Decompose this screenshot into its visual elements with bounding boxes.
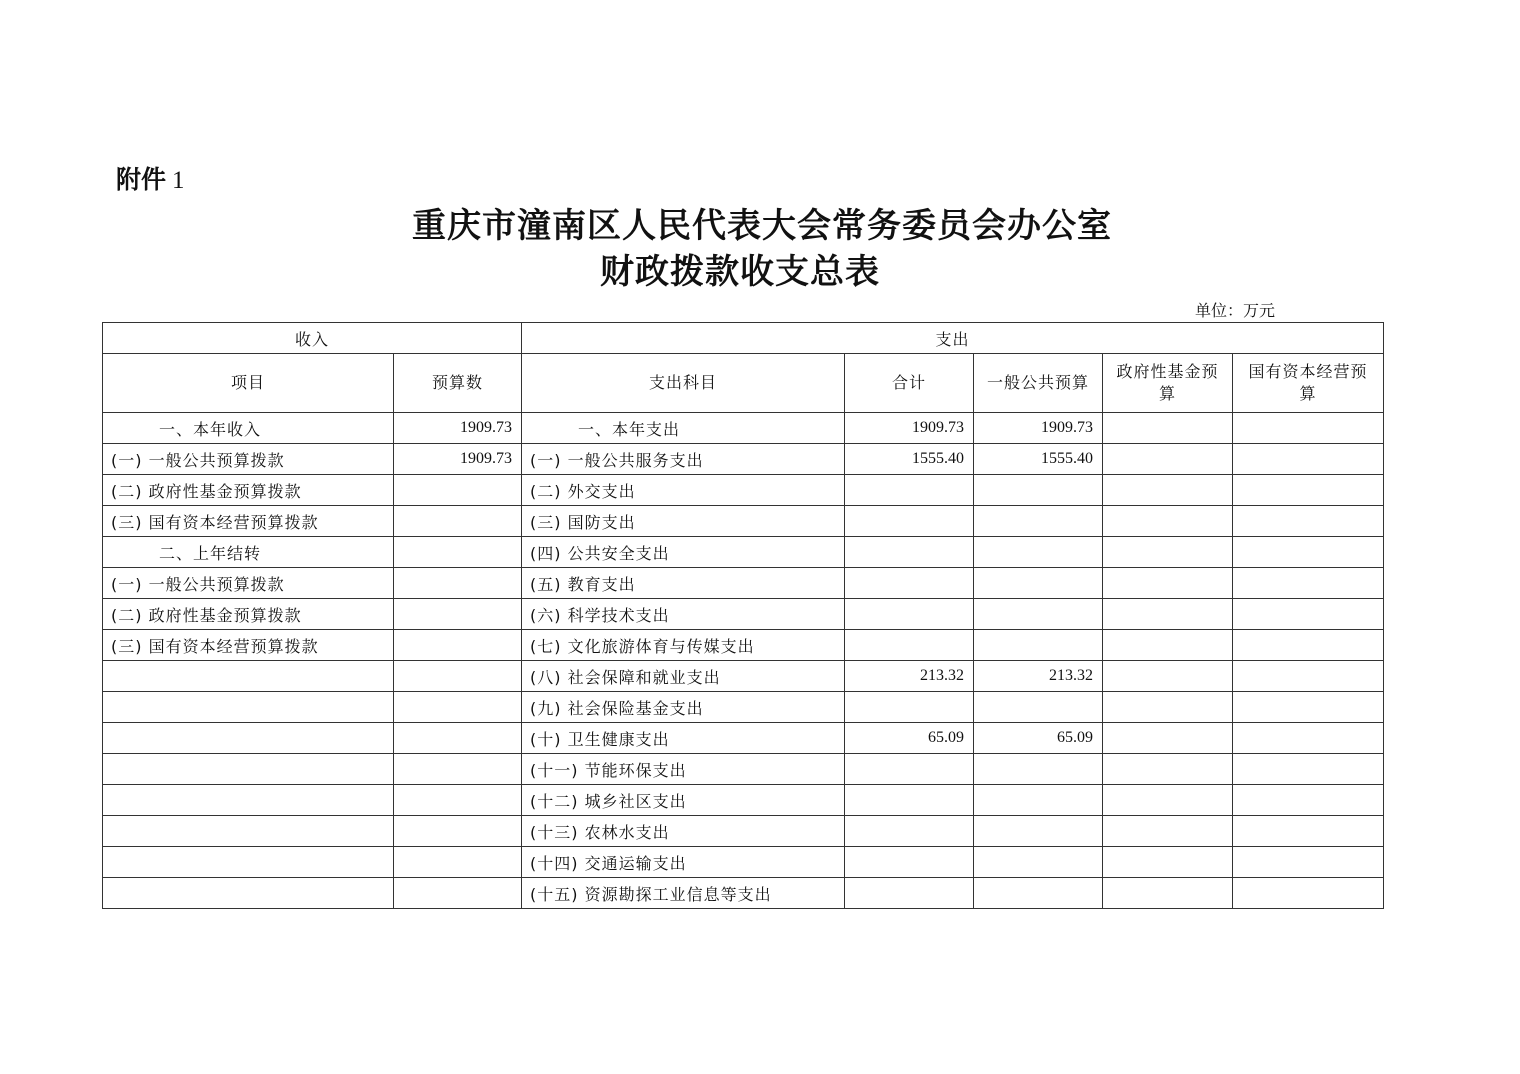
table-row [103,847,1384,878]
expense-item-cell: (七) 文化旅游体育与传媒支出 [522,630,845,661]
expense-item-cell: (十五) 资源勘探工业信息等支出 [522,878,845,909]
income-value-cell [394,692,522,723]
income-value-cell [394,847,522,878]
income-item-cell: (一) 一般公共预算拨款 [103,568,394,599]
table-row [103,630,1384,661]
state-capital-cell [1233,754,1384,785]
general-budget-header: 一般公共预算 [974,354,1103,413]
income-item-cell: (三) 国有资本经营预算拨款 [103,506,394,537]
income-value-cell [394,568,522,599]
general-budget-cell [974,692,1103,723]
income-item-cell [103,785,394,816]
total-cell [845,878,974,909]
income-value-cell [394,537,522,568]
income-value-cell [394,723,522,754]
general-budget-cell [974,475,1103,506]
gov-fund-cell [1103,506,1233,537]
gov-fund-cell [1103,754,1233,785]
table-row [103,475,1384,506]
page-title-line1: 重庆市潼南区人民代表大会常务委员会办公室 [412,206,1112,246]
state-capital-cell [1233,413,1384,444]
item-header: 项目 [103,354,394,413]
state-capital-header: 国有资本经营预算 [1233,354,1384,413]
general-budget-cell [974,878,1103,909]
expense-header: 支出 [522,323,1384,354]
income-value-cell [394,599,522,630]
gov-fund-cell [1103,847,1233,878]
gov-fund-cell [1103,475,1233,506]
state-capital-cell [1233,661,1384,692]
header-row-1 [103,323,1384,354]
total-cell [845,506,974,537]
total-cell: 1555.40 [845,444,974,475]
income-item-cell: (二) 政府性基金预算拨款 [103,599,394,630]
general-budget-cell: 213.32 [974,661,1103,692]
income-item-cell [103,847,394,878]
total-cell: 1909.73 [845,413,974,444]
total-cell [845,847,974,878]
income-item-cell: 二、上年结转 [103,537,394,568]
table-row [103,878,1384,909]
table-row [103,413,1384,444]
total-cell [845,692,974,723]
expense-item-cell: (九) 社会保险基金支出 [522,692,845,723]
table-row [103,661,1384,692]
income-item-cell: 一、本年收入 [103,413,394,444]
gov-fund-cell [1103,568,1233,599]
general-budget-cell: 65.09 [974,723,1103,754]
general-budget-cell [974,754,1103,785]
income-value-cell: 1909.73 [394,444,522,475]
expense-item-header: 支出科目 [522,354,845,413]
income-item-cell [103,754,394,785]
gov-fund-cell [1103,878,1233,909]
gov-fund-cell [1103,413,1233,444]
total-cell [845,816,974,847]
table-row [103,506,1384,537]
state-capital-cell [1233,630,1384,661]
income-value-cell [394,506,522,537]
state-capital-cell [1233,537,1384,568]
gov-fund-cell [1103,661,1233,692]
gov-fund-cell [1103,537,1233,568]
gov-fund-header: 政府性基金预算 [1103,354,1233,413]
income-item-cell [103,723,394,754]
gov-fund-cell [1103,723,1233,754]
income-value-cell [394,816,522,847]
gov-fund-cell [1103,630,1233,661]
income-value-cell [394,630,522,661]
table-row [103,444,1384,475]
gov-fund-cell [1103,444,1233,475]
expense-item-cell: (五) 教育支出 [522,568,845,599]
gov-fund-cell [1103,816,1233,847]
expense-item-cell: (一) 一般公共服务支出 [522,444,845,475]
gov-fund-cell [1103,692,1233,723]
table-row [103,537,1384,568]
gov-fund-cell [1103,785,1233,816]
table-row [103,816,1384,847]
total-cell [845,537,974,568]
unit-label: 单位：万元 [1195,301,1276,320]
table-row [103,754,1384,785]
total-header: 合计 [845,354,974,413]
expense-item-cell: (八) 社会保障和就业支出 [522,661,845,692]
table-row [103,723,1384,754]
state-capital-cell [1233,444,1384,475]
header-row-2 [103,354,1384,413]
expense-item-cell: (二) 外交支出 [522,475,845,506]
general-budget-cell: 1555.40 [974,444,1103,475]
state-capital-cell [1233,816,1384,847]
table-row [103,568,1384,599]
state-capital-cell [1233,475,1384,506]
income-item-cell [103,692,394,723]
income-value-cell [394,754,522,785]
general-budget-cell [974,630,1103,661]
state-capital-cell [1233,568,1384,599]
expense-item-cell: (十二) 城乡社区支出 [522,785,845,816]
income-item-cell: (一) 一般公共预算拨款 [103,444,394,475]
state-capital-cell [1233,599,1384,630]
table-row [103,599,1384,630]
general-budget-cell [974,506,1103,537]
total-cell [845,599,974,630]
income-header: 收入 [103,323,522,354]
state-capital-cell [1233,506,1384,537]
state-capital-cell [1233,847,1384,878]
general-budget-cell: 1909.73 [974,413,1103,444]
income-item-cell: (二) 政府性基金预算拨款 [103,475,394,506]
general-budget-cell [974,847,1103,878]
total-cell: 213.32 [845,661,974,692]
attachment-number: 1 [172,167,185,194]
expense-item-cell: (十一) 节能环保支出 [522,754,845,785]
budget-header: 预算数 [394,354,522,413]
general-budget-cell [974,599,1103,630]
income-item-cell [103,878,394,909]
gov-fund-cell [1103,599,1233,630]
general-budget-cell [974,537,1103,568]
income-value-cell [394,661,522,692]
total-cell [845,785,974,816]
state-capital-cell [1233,785,1384,816]
expense-item-cell: (六) 科学技术支出 [522,599,845,630]
income-value-cell: 1909.73 [394,413,522,444]
income-item-cell: (三) 国有资本经营预算拨款 [103,630,394,661]
total-cell [845,568,974,599]
state-capital-cell [1233,723,1384,754]
finance-table [102,322,1384,909]
table-row [103,785,1384,816]
total-cell [845,754,974,785]
expense-item-cell: (十三) 农林水支出 [522,816,845,847]
attachment-label [116,160,185,196]
general-budget-cell [974,785,1103,816]
attachment-text: 附件 [116,165,167,194]
general-budget-cell [974,816,1103,847]
income-item-cell [103,816,394,847]
income-value-cell [394,878,522,909]
general-budget-cell [974,568,1103,599]
expense-item-cell: (十四) 交通运输支出 [522,847,845,878]
state-capital-cell [1233,692,1384,723]
total-cell [845,630,974,661]
expense-item-cell: 一、本年支出 [522,413,845,444]
income-item-cell [103,661,394,692]
state-capital-cell [1233,878,1384,909]
expense-item-cell: (十) 卫生健康支出 [522,723,845,754]
total-cell: 65.09 [845,723,974,754]
income-value-cell [394,785,522,816]
expense-item-cell: (四) 公共安全支出 [522,537,845,568]
income-value-cell [394,475,522,506]
total-cell [845,475,974,506]
expense-item-cell: (三) 国防支出 [522,506,845,537]
table-row [103,692,1384,723]
page-title-line2: 财政拨款收支总表 [600,252,880,292]
